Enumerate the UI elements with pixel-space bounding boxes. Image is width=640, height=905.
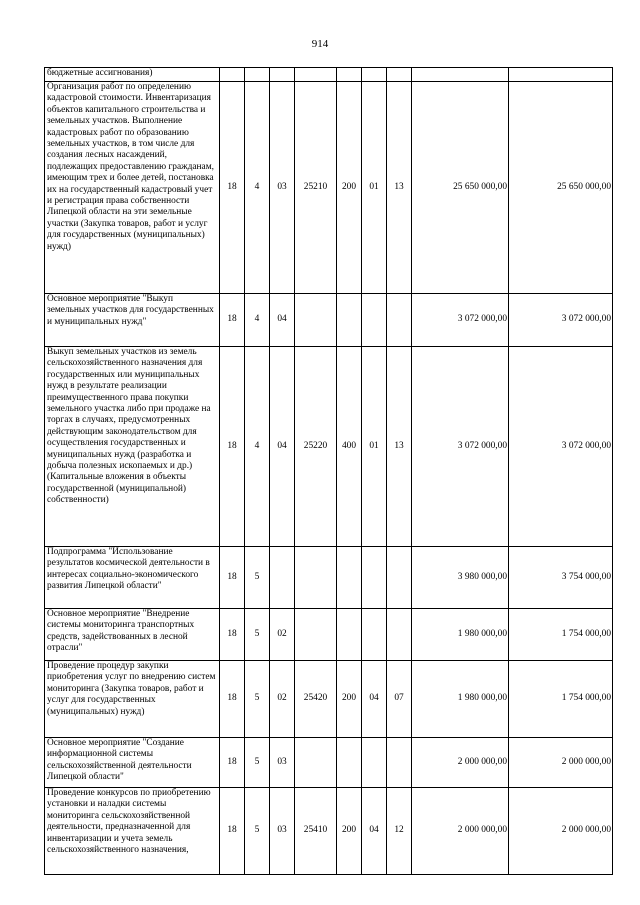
- code-6: 04: [362, 788, 387, 875]
- amount-1: 1 980 000,00: [412, 661, 509, 738]
- code-5: 400: [337, 347, 362, 547]
- amount-2: [509, 68, 613, 82]
- amount-1: 25 650 000,00: [412, 82, 509, 294]
- budget-table: [44, 67, 613, 875]
- code-3: 04: [270, 347, 295, 547]
- code-6: [362, 294, 387, 347]
- table-row: [45, 661, 613, 738]
- code-3: 02: [270, 661, 295, 738]
- code-7: [387, 738, 412, 788]
- code-4: [295, 738, 337, 788]
- code-3: 03: [270, 788, 295, 875]
- code-2: 4: [245, 294, 270, 347]
- amount-2: 3 072 000,00: [509, 347, 613, 547]
- row-name: Проведение конкурсов по приобретению установки и наладки системы мониторинга сельскохозяйственной деятельности, предназначенной для инвентаризации и учета земель сельскохозяйственного назначения,: [45, 788, 220, 875]
- code-2: 5: [245, 738, 270, 788]
- code-2: 5: [245, 788, 270, 875]
- code-2: 5: [245, 547, 270, 609]
- code-6: 04: [362, 661, 387, 738]
- amount-1: 3 072 000,00: [412, 347, 509, 547]
- code-6: [362, 547, 387, 609]
- code-7: 13: [387, 347, 412, 547]
- code-7: [387, 547, 412, 609]
- code-5: [337, 547, 362, 609]
- code-6: [362, 738, 387, 788]
- code-2: 4: [245, 347, 270, 547]
- code-6: [362, 609, 387, 661]
- code-7: 12: [387, 788, 412, 875]
- code-7: [387, 68, 412, 82]
- code-3: [270, 68, 295, 82]
- code-1: 18: [220, 609, 245, 661]
- amount-2: 1 754 000,00: [509, 661, 613, 738]
- amount-2: 3 754 000,00: [509, 547, 613, 609]
- amount-2: 25 650 000,00: [509, 82, 613, 294]
- amount-1: 2 000 000,00: [412, 788, 509, 875]
- table-row: [45, 788, 613, 875]
- row-name: Основное мероприятие "Выкуп земельных участков для государственных и муниципальных нужд": [45, 294, 220, 347]
- code-4: [295, 68, 337, 82]
- code-4: [295, 547, 337, 609]
- amount-1: [412, 68, 509, 82]
- code-6: [362, 68, 387, 82]
- code-1: [220, 68, 245, 82]
- row-name: Выкуп земельных участков из земель сельскохозяйственного назначения для государственных или муниципальных нужд в результате реализации преимущественного права покупки земельного участка либо при продаже на торгах в случаях, предусмотренных действующим законодательством для осуществления государственных и муниципальных нужд (разработка и добыча полезных ископаемых и др.) (Капитальные вложения в объекты государственной (муниципальной) собственности): [45, 347, 220, 547]
- code-3: 02: [270, 609, 295, 661]
- code-5: 200: [337, 788, 362, 875]
- table-row: [45, 294, 613, 347]
- code-1: 18: [220, 661, 245, 738]
- code-7: 13: [387, 82, 412, 294]
- code-5: 200: [337, 661, 362, 738]
- amount-1: 3 980 000,00: [412, 547, 509, 609]
- amount-2: 2 000 000,00: [509, 738, 613, 788]
- code-3: 03: [270, 738, 295, 788]
- code-3: 04: [270, 294, 295, 347]
- code-7: [387, 609, 412, 661]
- code-1: 18: [220, 347, 245, 547]
- amount-2: 2 000 000,00: [509, 788, 613, 875]
- code-4: [295, 294, 337, 347]
- table-row: [45, 68, 613, 82]
- table-row: [45, 609, 613, 661]
- code-5: 200: [337, 82, 362, 294]
- code-4: 25220: [295, 347, 337, 547]
- code-6: 01: [362, 82, 387, 294]
- code-1: 18: [220, 788, 245, 875]
- code-1: 18: [220, 547, 245, 609]
- row-name: Основное мероприятие "Внедрение системы мониторинга транспортных средств, задействованных в лесной отрасли": [45, 609, 220, 661]
- table-row: [45, 547, 613, 609]
- code-2: 5: [245, 661, 270, 738]
- code-4: 25420: [295, 661, 337, 738]
- row-name: Основное мероприятие "Создание информационной системы сельскохозяйственной деятельности Липецкой области": [45, 738, 220, 788]
- code-7: 07: [387, 661, 412, 738]
- code-1: 18: [220, 82, 245, 294]
- code-2: [245, 68, 270, 82]
- amount-1: 2 000 000,00: [412, 738, 509, 788]
- code-6: 01: [362, 347, 387, 547]
- code-3: [270, 547, 295, 609]
- row-name: Подпрограмма "Использование результатов космической деятельности в интересах социально-экономического развития Липецкой области": [45, 547, 220, 609]
- row-name: бюджетные ассигнования): [45, 68, 220, 82]
- code-4: 25410: [295, 788, 337, 875]
- code-5: [337, 738, 362, 788]
- page-number: 914: [311, 38, 329, 50]
- row-name: Организация работ по определению кадастровой стоимости. Инвентаризация объектов капитального строительства и земельных участков. Выполнение кадастровых работ по образованию земельных участков, в том числе для создания лесных насаждений, подлежащих предоставлению гражданам, имеющим трех и более детей, постановка их на государственный кадастровый учет и регистрация права собственности Липецкой области на эти земельные участки (Закупка товаров, работ и услуг для государственных (муниципальных) нужд): [45, 82, 220, 294]
- table-row: [45, 738, 613, 788]
- amount-2: 3 072 000,00: [509, 294, 613, 347]
- code-2: 4: [245, 82, 270, 294]
- table-row: [45, 82, 613, 294]
- code-5: [337, 609, 362, 661]
- code-7: [387, 294, 412, 347]
- code-1: 18: [220, 738, 245, 788]
- code-5: [337, 68, 362, 82]
- amount-1: 1 980 000,00: [412, 609, 509, 661]
- table-row: [45, 347, 613, 547]
- code-4: 25210: [295, 82, 337, 294]
- code-1: 18: [220, 294, 245, 347]
- code-2: 5: [245, 609, 270, 661]
- amount-1: 3 072 000,00: [412, 294, 509, 347]
- amount-2: 1 754 000,00: [509, 609, 613, 661]
- code-5: [337, 294, 362, 347]
- code-3: 03: [270, 82, 295, 294]
- code-4: [295, 609, 337, 661]
- row-name: Проведение процедур закупки приобретения услуг по внедрению систем мониторинга (Закупка товаров, работ и услуг для государственных (муниципальных) нужд): [45, 661, 220, 738]
